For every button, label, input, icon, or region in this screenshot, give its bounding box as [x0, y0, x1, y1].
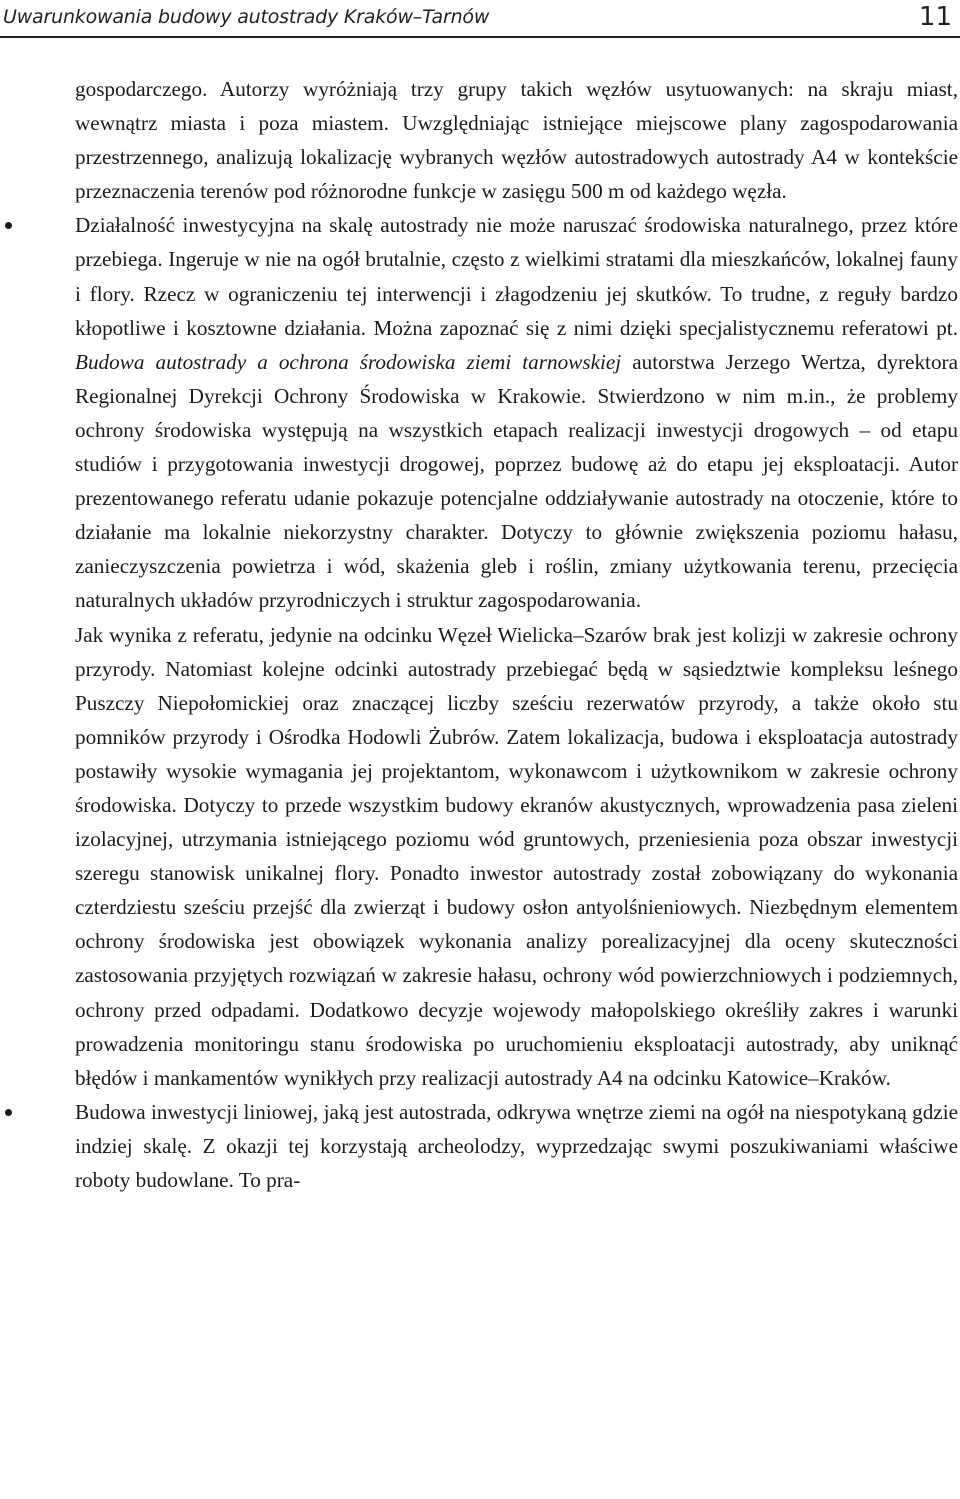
referat-title: Budowa autostrady a ochrona środowiska ziemi tarnowskiej	[75, 349, 622, 374]
header-rule	[0, 36, 960, 38]
paragraph-text-before-title: Działalność inwestycyjna na skalę autostrady nie może naruszać środowiska naturalnego, przez które przebiega. Ingeruje w nie na ogół brutalnie, często z wielkimi stratami dla mieszkańców, lokalnej fauny i flory. Rzecz w ograniczeniu tej interwencji i złagodzeniu jej skutków. To trudne, z reguły bardzo kłopotliwe i kosztowne działania. Można zapoznać się z nimi dzięki specjalistycznemu referatowi pt.	[75, 213, 958, 340]
page-header	[0, 0, 960, 34]
paragraph-nature-protection: Jak wynika z referatu, jedynie na odcinku Węzeł Wielicka–Szarów brak jest kolizji w zakresie ochrony przyrody. Natomiast kolejne odcinki autostrady przebiegać będą w sąsiedztwie kompleksu leśnego Puszczy Niepołomickiej oraz znaczącej liczby sześciu rezerwatów przyrody, a także około stu pomników przyrody i Ośrodka Hodowli Żubrów. Zatem lokalizacja, budowa i eksploatacja autostrady postawiły wysokie wymagania jej projektantom, wykonawcom i użytkownikom w zakresie ochrony środowiska. Dotyczy to przede wszystkim budowy ekranów akustycznych, wprowadzenia pasa zieleni izolacyjnej, utrzymania istniejącego poziomu wód gruntowych, przeniesienia poza obszar inwestycji szeregu stanowisk unikalnej flory. Ponadto inwestor autostrady został zobowiązany do wykonania czterdziestu sześciu przejść dla zwierząt i budowy osłon antyolśnieniowych. Niezbędnym elementem ochrony środowiska jest obowiązek wykonania analizy porealizacyjnej dla oceny skuteczności zastosowania przyjętych rozwiązań w zakresie hałasu, ochrony wód powierzchniowych i podziemnych, ochrony przed odpadami. Dodatkowo decyzje wojewody małopolskiego określiły zakres i warunki prowadzenia monitoringu stanu środowiska po uruchomieniu eksploatacji autostrady, aby uniknąć błędów i mankamentów wynikłych przy realizacji autostrady A4 na odcinku Katowice–Kraków.	[75, 622, 958, 1090]
body-text	[75, 72, 958, 1197]
running-title: Uwarunkowania budowy autostrady Kraków–Tarnów	[3, 6, 490, 28]
page-number: 11	[918, 2, 952, 32]
bullet-paragraph-archaeology: Budowa inwestycji liniowej, jaką jest autostrada, odkrywa wnętrze ziemi na ogół na niespotykaną gdzie indziej skalę. Z okazji tej korzystają archeolodzy, wyprzedzając swymi poszukiwaniami właściwe roboty budowlane. To pra-	[75, 1095, 958, 1197]
paragraph-text-after-title: autorstwa Jerzego Wertza, dyrektora Regionalnej Dyrekcji Ochrony Środowiska w Krakowie. Stwierdzono w nim m.in., że problemy ochrony środowiska występują na wszystkich etapach realizacji inwestycji drogowych – od etapu studiów i przygotowania inwestycji drogowej, poprzez budowę aż do etapu jej eksploatacji. Autor prezentowanego referatu udanie pokazuje potencjalne oddziaływanie autostrady na otoczenie, które to działanie ma lokalnie niekorzystny charakter. Dotyczy to głównie zwiększenia poziomu hałasu, zanieczyszczenia powietrza i wód, skażenia gleb i roślin, zmiany użytkowania terenu, przecięcia naturalnych układów przyrodniczych i struktur zagospodarowania.	[75, 349, 958, 613]
paragraph-continuation: gospodarczego. Autorzy wyróżniają trzy grupy takich węzłów usytuowanych: na skraju miast, wewnątrz miasta i poza miastem. Uwzględniając istniejące miejscowe plany zagospodarowania przestrzennego, analizują lokalizację wybranych węzłów autostradowych autostrady A4 w kontekście przeznaczenia terenów pod różnorodne funkcje w zasięgu 500 m od każdego węzła.	[75, 77, 958, 204]
bullet-paragraph-environment	[75, 208, 958, 617]
